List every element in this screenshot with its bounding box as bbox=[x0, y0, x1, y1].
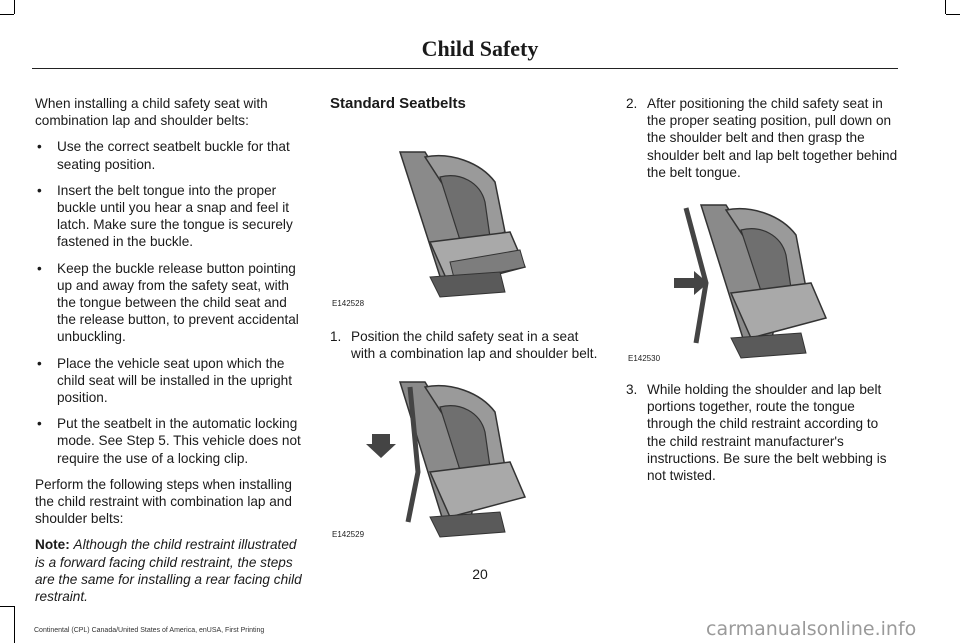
pull-belt-illustration bbox=[626, 193, 898, 367]
step-text: After positioning the child safety seat in the proper seating position, pull down on the shoulder belt and then grasp the shoulder belt and lap belt together behind the belt tongue. bbox=[647, 96, 898, 180]
section-heading: Standard Seatbelts bbox=[330, 95, 466, 112]
note-label: Note: bbox=[35, 537, 70, 553]
step-number: 3. bbox=[626, 382, 638, 398]
bullet-item: • Place the vehicle seat upon which the child seat will be installed in the upright position. bbox=[35, 355, 307, 407]
figure-child-seat bbox=[330, 122, 602, 312]
crop-mark bbox=[945, 0, 946, 14]
step-2 bbox=[626, 95, 898, 181]
column-left bbox=[35, 95, 307, 614]
child-seat-belt-illustration bbox=[330, 372, 602, 544]
figure-id: E142528 bbox=[332, 299, 365, 308]
column-middle bbox=[330, 95, 602, 544]
watermark: carmanualsonline.info bbox=[706, 618, 917, 640]
crop-mark bbox=[0, 14, 14, 15]
bullet-item: • Put the seatbelt in the automatic locking mode. See Step 5. This vehicle does not require the use of a locking clip. bbox=[35, 415, 307, 467]
header-divider bbox=[32, 68, 898, 69]
bullet-list bbox=[35, 138, 307, 466]
bullet-item: • Keep the buckle release button pointing up and away from the safety seat, with the tongue between the child seat and the release button, to prevent accidental unbuckling. bbox=[35, 260, 307, 346]
edition-note: Continental (CPL) Canada/United States of America, enUSA, First Printing bbox=[34, 627, 265, 634]
step-number: 1. bbox=[330, 329, 342, 345]
steps-intro-text: Perform the following steps when installing the child restraint with combination lap and shoulder belts: bbox=[35, 476, 292, 527]
child-seat-illustration bbox=[330, 122, 602, 312]
figure-pull-shoulder-belt bbox=[626, 193, 898, 367]
bullet-item: • Insert the belt tongue into the proper buckle until you hear a snap and feel it latch. Make sure the tongue is securely fastened in the buckle. bbox=[35, 182, 307, 251]
step-1 bbox=[330, 328, 602, 362]
crop-mark bbox=[14, 606, 15, 643]
intro-text: When installing a child safety seat with combination lap and shoulder belts: bbox=[35, 96, 268, 129]
page-number: 20 bbox=[472, 566, 488, 582]
step-text: Position the child safety seat in a seat with a combination lap and shoulder belt. bbox=[351, 329, 598, 362]
crop-mark bbox=[946, 14, 960, 15]
figure-id: E142529 bbox=[332, 530, 365, 540]
crop-mark bbox=[0, 606, 14, 607]
step-text: While holding the shoulder and lap belt portions together, route the tongue through the child restraint according to the child restraint manufacturer's instructions. Be sure the belt webbing is not twisted. bbox=[647, 382, 887, 484]
bullet-item: • Use the correct seatbelt buckle for that seating position. bbox=[35, 138, 307, 172]
figure-id: E142530 bbox=[628, 353, 661, 363]
page-title: Child Safety bbox=[421, 36, 539, 61]
crop-mark bbox=[14, 0, 15, 14]
step-3 bbox=[626, 381, 898, 484]
figure-child-seat-belt bbox=[330, 372, 602, 544]
column-right bbox=[626, 95, 898, 493]
note-text: Although the child restraint illustrated is a forward facing child restraint, the steps are the same for installing a rear facing child restraint. bbox=[35, 537, 302, 605]
step-number: 2. bbox=[626, 96, 638, 111]
